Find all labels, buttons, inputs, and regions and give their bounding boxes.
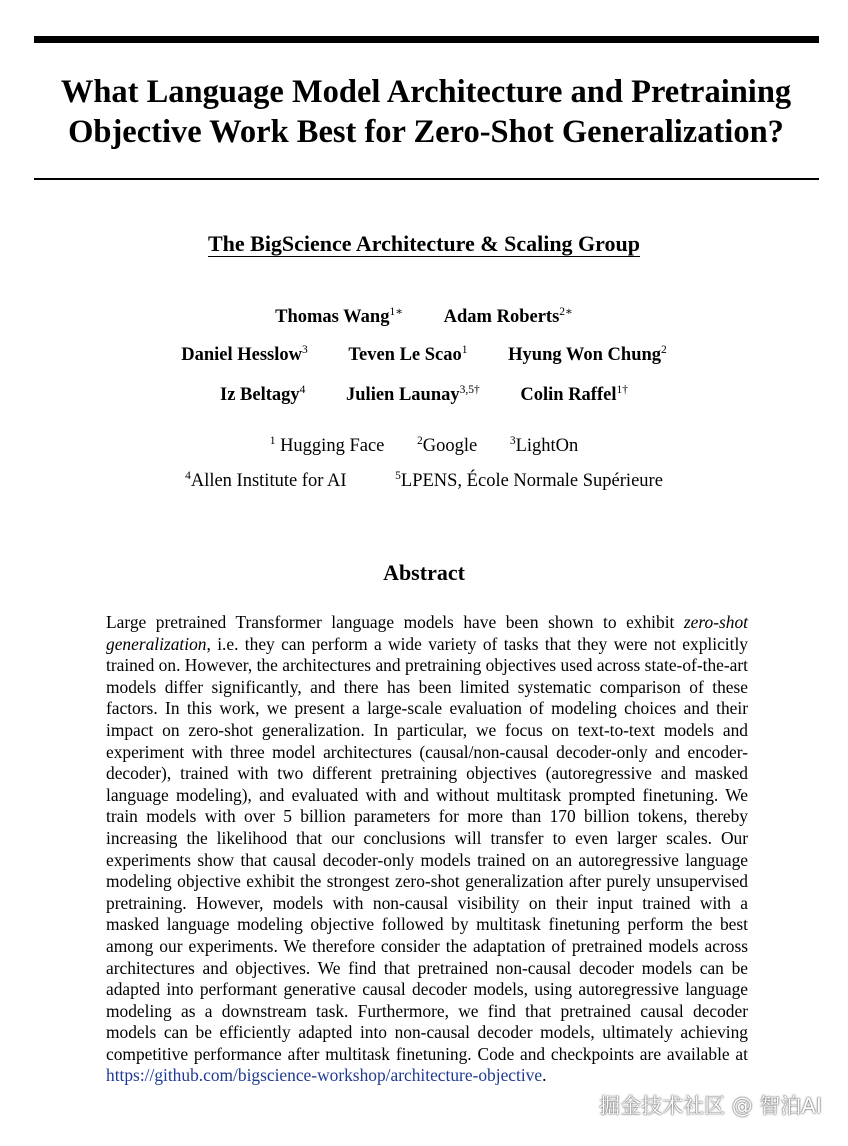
title-line-1: What Language Model Architecture and Pretraining: [60, 74, 792, 110]
affiliation: $^2$Google: [417, 435, 478, 456]
abstract-text: Large pretrained Transformer language models have been shown to exhibit zero-shot generalization, i.e. they can perform a wide variety of tasks that they were not explicitly trained on. However, the architectures and pretraining objectives used across state-of-the-art models differ significantly, and there has been limited systematic comparison of these factors. In this work, we present a large-scale evaluation of modeling choices and their impact on zero-shot generalization. In particular, we focus on text-to-text models and experiment with three model architectures (causal/non-causal decoder-only and encoder-decoder), trained with two different pretraining objectives (autoregressive and masked language modeling), and evaluated with and without multitask prompted finetuning. We train models with over 5 billion parameters for more than 170 billion tokens, thereby increasing the likelihood that our conclusions will transfer to even larger scales. Our experiments show that causal decoder-only models trained on an autoregressive language modeling objective exhibit the strongest zero-shot generalization after purely unsupervised pretraining. However, models with non-causal visibility on their input trained with a masked language modeling objective followed by multitask finetuning perform the best among our experiments. We therefore consider the adaptation of pretrained models across architectures and objectives. We find that pretrained non-causal decoder models can be adapted into performant generative causal decoder models, using autoregressive language modeling as a downstream task. Furthermore, we find that pretrained causal decoder models can be efficiently adapted into non-causal decoder models, ultimately achieving competitive performance after multitask finetuning. Code and checkpoints are available at https://github.com/bigscience-workshop/architecture-objective.: [106, 612, 748, 1086]
author: Teven Le Scao$^1$: [348, 344, 468, 365]
abstract-emphasis: zero-shot generalization: [106, 612, 748, 654]
title-bottom-rule: [34, 178, 819, 180]
abstract-heading: Abstract: [383, 560, 465, 585]
author: Julien Launay$^{3,5\dagger}$: [346, 384, 480, 405]
author: Iz Beltagy$^4$: [220, 384, 306, 405]
affiliations-row-1: [0, 435, 848, 457]
authors-row-1: [0, 304, 848, 328]
affiliation: $^1$ Hugging Face: [269, 435, 385, 456]
author: Thomas Wang$^{1∗}$: [275, 306, 404, 327]
author: Daniel Hesslow$^3$: [181, 344, 308, 365]
code-link[interactable]: https://github.com/bigscience-workshop/architecture-objective: [106, 1065, 543, 1086]
affiliations-row-2: [0, 470, 848, 492]
affiliation: $^5$LPENS, École Normale Supérieure: [395, 470, 663, 491]
affiliation: $^3$LightOn: [509, 435, 579, 456]
author-group: [0, 231, 848, 257]
author: Colin Raffel$^{1\dagger}$: [520, 384, 628, 405]
author: Hyung Won Chung$^2$: [508, 344, 667, 365]
author: Adam Roberts$^{2∗}$: [443, 306, 573, 327]
authors-row-2: [0, 344, 848, 366]
authors-row-3: [0, 384, 848, 406]
affiliation: $^4$Allen Institute for AI: [185, 470, 347, 491]
group-name: The BigScience Architecture & Scaling Group: [207, 231, 641, 256]
title-line-2: Objective Work Best for Zero-Shot Generalization?: [68, 114, 784, 150]
watermark: 掘金技术社区 @ 智泊AI: [599, 1094, 822, 1118]
top-rule: [34, 36, 819, 43]
paper-title: [20, 72, 832, 152]
